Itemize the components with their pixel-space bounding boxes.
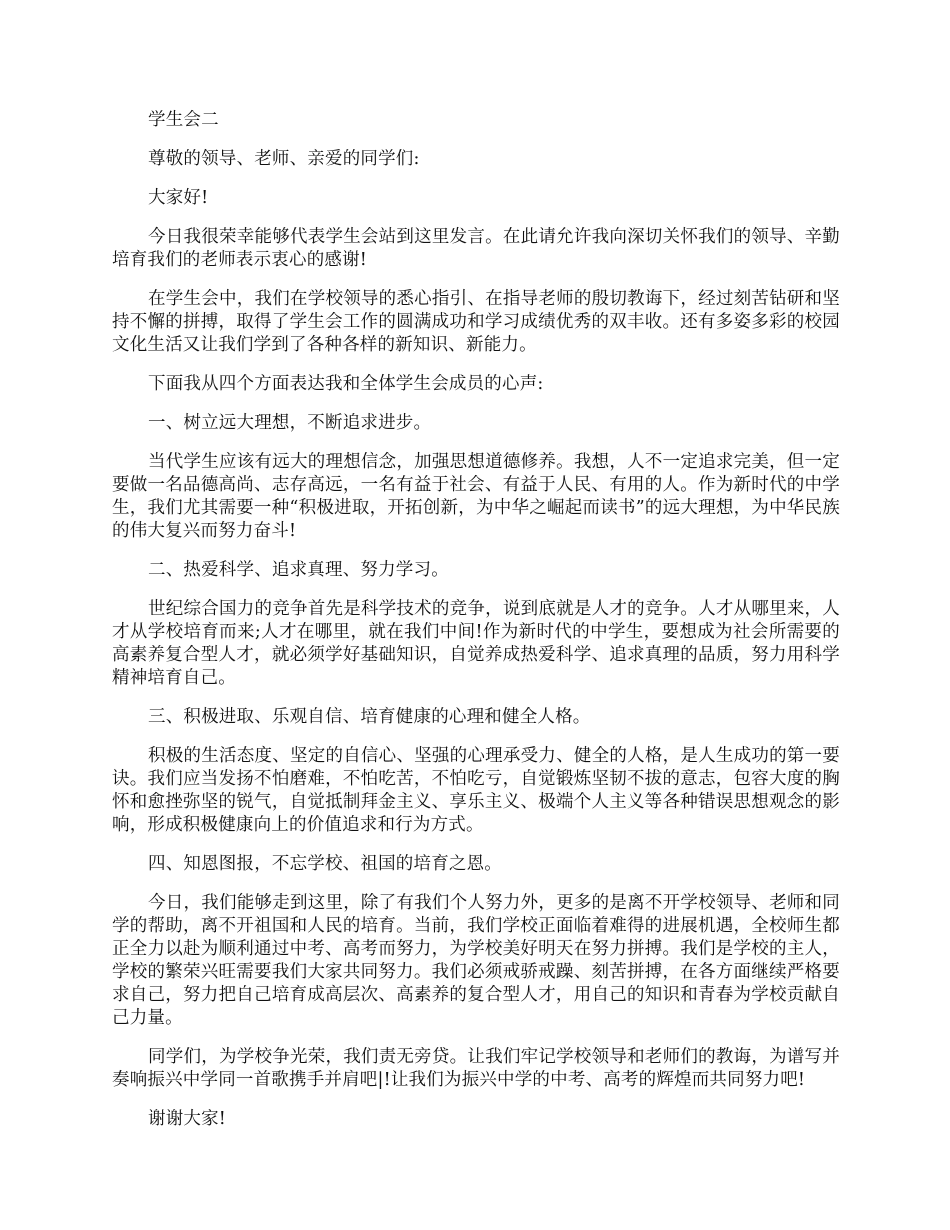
achievement-paragraph: 在学生会中，我们在学校领导的悉心指引、在指导老师的殷切教诲下，经过刻苦钻研和坚持不懈的拼搏，取得了学生会工作的圆满成功和学习成绩优秀的双丰收。还有多姿多彩的校园文化生活又让我们学到了各种各样的新知识、新能力。 [112, 289, 840, 355]
section-heading-4: 四、知恩图报，不忘学校、祖国的培育之恩。 [148, 854, 502, 874]
section-heading-3: 三、积极进取、乐观自信、培育健康的心理和健全人格。 [148, 707, 591, 727]
greeting-line: 大家好! [148, 188, 209, 208]
thanks-line: 谢谢大家! [148, 1109, 227, 1129]
section-body-4: 今日，我们能够走到这里，除了有我们个人努力外，更多的是离不开学校领导、老师和同学的帮助，离不开祖国和人民的培育。当前，我们学校正面临着难得的进展机遇，全校师生都正全力以赴为顺利通过中考、高考而努力，为学校美好明天在努力拼搏。我们是学校的主人，学校的繁荣兴旺需要我们大家共同努力。我们必须戒骄戒躁、刻苦拼搏，在各方面继续严格要求自己，努力把自己培育成高层次、高素养的复合型人才，用自己的知识和青春为学校贡献自己力量。 [112, 893, 840, 1028]
intro-paragraph: 今日我很荣幸能够代表学生会站到这里发言。在此请允许我向深切关怀我们的领导、辛勤培育我们的老师表示衷心的感谢! [112, 227, 840, 270]
overview-paragraph: 下面我从四个方面表达我和全体学生会成员的心声: [148, 374, 544, 394]
section-body-3: 积极的生活态度、坚定的自信心、坚强的心理承受力、健全的人格，是人生成功的第一要诀。我们应当发扬不怕磨难，不怕吃苦，不怕吃亏，自觉锻炼坚韧不拔的意志，包容大度的胸怀和愈挫弥坚的锐气，自觉抵制拜金主义、享乐主义、极端个人主义等各种错误思想观念的影响，形成积极健康向上的价值追求和行为方式。 [112, 746, 840, 835]
document-title: 学生会二 [148, 110, 219, 130]
section-body-2: 世纪综合国力的竞争首先是科学技术的竞争，说到底就是人才的竞争。人才从哪里来，人才从学校培育而来;人才在哪里，就在我们中间!作为新时代的中学生，要想成为社会所需要的高素养复合型人才，就必须学好基础知识，自觉养成热爱科学、追求真理的品质，努力用科学精神培育自己。 [112, 599, 840, 688]
closing-paragraph: 同学们，为学校争光荣，我们责无旁贷。让我们牢记学校领导和老师们的教诲，为谱写并奏响振兴中学同一首歌携手并肩吧|!让我们为振兴中学的中考、高考的辉煌而共同努力吧! [112, 1047, 840, 1090]
section-heading-1: 一、树立远大理想，不断追求进步。 [148, 413, 432, 433]
section-heading-2: 二、热爱科学、追求真理、努力学习。 [148, 560, 449, 580]
salutation: 尊敬的领导、老师、亲爱的同学们: [148, 149, 420, 169]
document-body [112, 109, 840, 1147]
section-body-1: 当代学生应该有远大的理想信念，加强思想道德修养。我想，人不一定追求完美，但一定要做一名品德高尚、志存高远，一名有益于社会、有益于人民、有用的人。作为新时代的中学生，我们尤其需要一种“积极进取，开拓创新，为中华之崛起而读书”的远大理想，为中华民族的伟大复兴而努力奋斗! [112, 452, 840, 541]
